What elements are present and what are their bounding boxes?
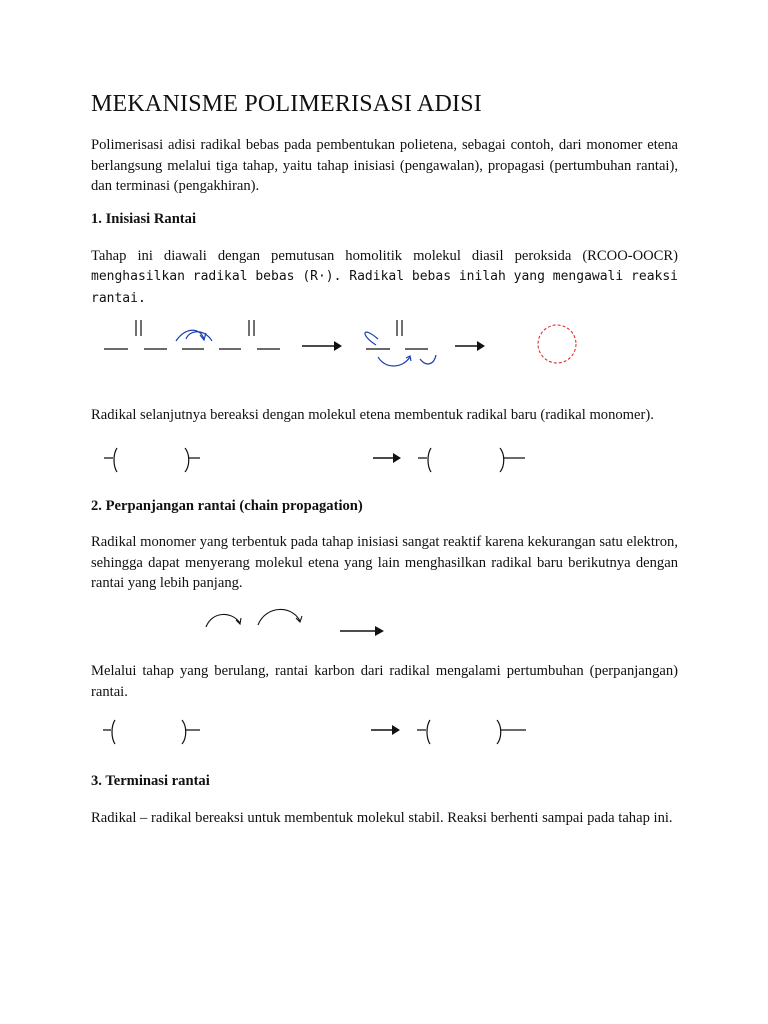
section1-paragraph-2: Radikal selanjutnya bereaksi dengan molekul etena membentuk radikal baru (radikal monomer). xyxy=(91,407,654,423)
section3-paragraph-1: Radikal – radikal bereaksi untuk membentuk molekul stabil. Reaksi berhenti sampai pada tahap ini. xyxy=(91,810,673,826)
scheme-propagation xyxy=(0,603,768,648)
section2-paragraph-2: Melalui tahap yang berulang, rantai karbon dari radikal mengalami pertumbuhan (perpanjangan) rantai. xyxy=(91,663,678,700)
section2-paragraph-1: Radikal monomer yang terbentuk pada tahap inisiasi sangat reaktif karena kekurangan satu elektron, sehingga dapat menyerang molekul etena yang lain menghasilkan radikal baru berikutnya dengan rantai yang lebih panjang. xyxy=(91,534,678,591)
section1-paragraph-line1: Tahap ini diawali dengan pemutusan homolitik molekul diasil peroksida (RCOO-OOCR) xyxy=(91,248,678,264)
section3-heading: 3. Terminasi rantai xyxy=(91,773,210,789)
intro-paragraph: Polimerisasi adisi radikal bebas pada pembentukan polietena, sebagai contoh, dari monomer etena berlangsung melalui tiga tahap, yaitu tahap inisiasi (pengawalan), propagasi (pertumbuhan rantai), dan terminasi (pengakhiran). xyxy=(91,137,678,194)
scheme-initiation xyxy=(0,295,768,390)
section2-heading: 2. Perpanjangan rantai (chain propagation) xyxy=(91,498,363,514)
scheme-monomer-radical xyxy=(0,440,768,485)
scheme-repeat-growth xyxy=(0,712,768,757)
section1-heading: 1. Inisiasi Rantai xyxy=(91,211,197,227)
document-title: MEKANISME POLIMERISASI ADISI xyxy=(91,91,482,117)
section1-paragraph-line2-text: menghasilkan radikal bebas (R·). Radikal bebas inilah yang mengawali reaksi rantai. xyxy=(91,269,678,306)
